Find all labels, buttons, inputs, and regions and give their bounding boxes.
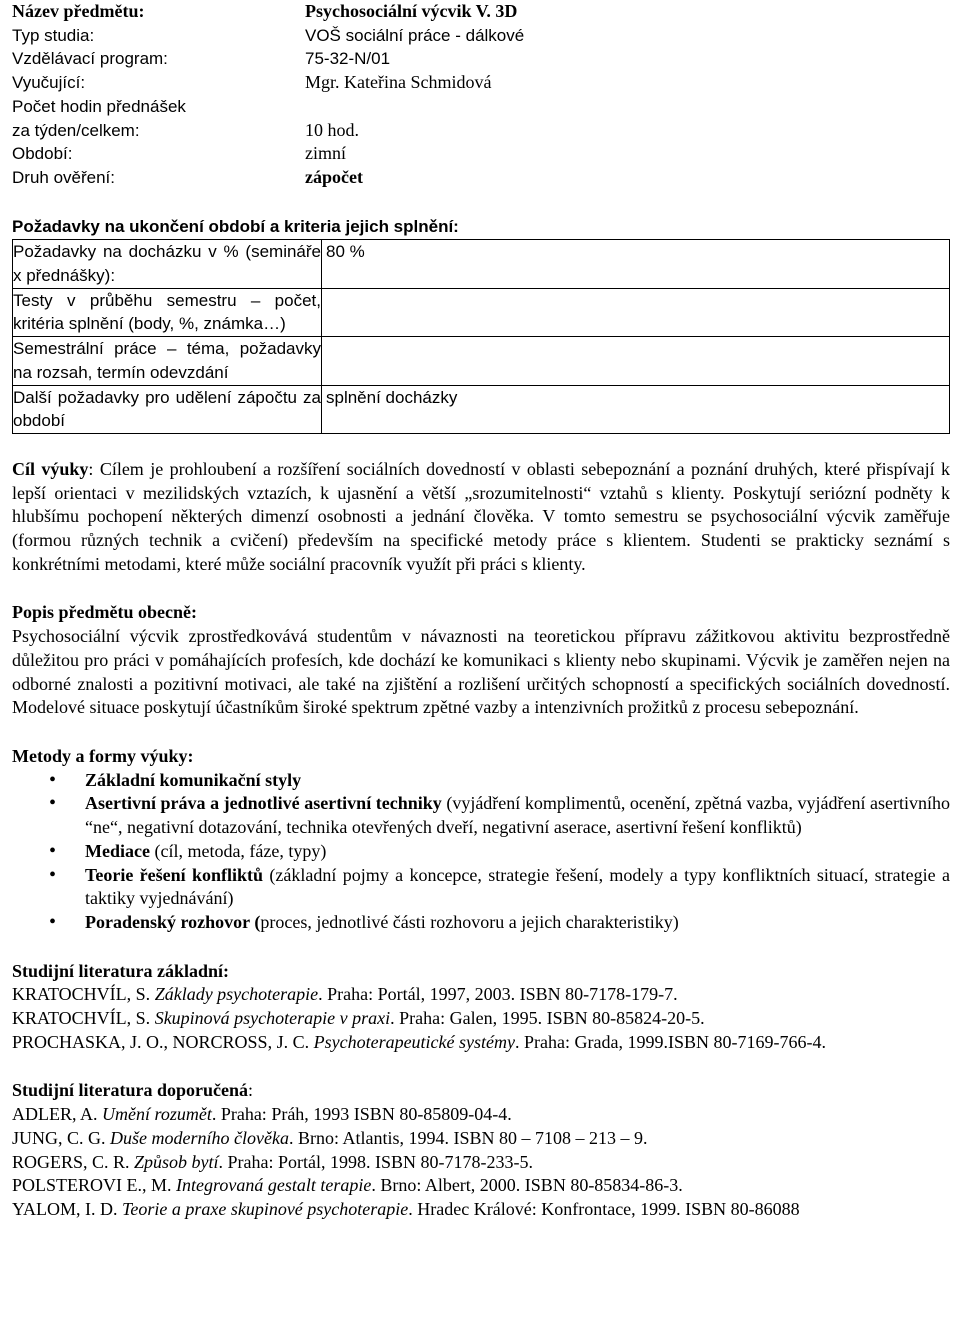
- table-row: [13, 288, 950, 336]
- list-item-bold: Mediace: [85, 840, 150, 861]
- spacer: [12, 434, 950, 458]
- header-label: Počet hodin přednášek: [12, 96, 186, 116]
- list-item-bold: Poradenský rozhovor (: [85, 911, 261, 932]
- methods-list: [12, 769, 950, 935]
- lit-publisher: . Praha: Grada, 1999.ISBN 80-7169-766-4.: [515, 1031, 826, 1052]
- table-cell-label: Požadavky na docházku v % (semináře x přednášky):: [13, 240, 322, 288]
- lit-title: Umění rozumět: [102, 1104, 212, 1125]
- lit-title: Základy psychoterapie: [154, 984, 319, 1005]
- table-cell-label: Další požadavky pro udělení zápočtu za období: [13, 385, 322, 433]
- list-item-bold: Základní komunikační styly: [85, 769, 302, 790]
- table-cell-label: Semestrální práce – téma, požadavky na rozsah, termín odevzdání: [13, 337, 322, 385]
- lit-title: Skupinová psychoterapie v praxi: [154, 1008, 391, 1029]
- lit-publisher: . Hradec Králové: Konfrontace, 1999. ISBN 80-86088: [408, 1198, 800, 1219]
- table-cell-value: 80 %: [322, 240, 950, 288]
- header-label: Druh ověření:: [12, 167, 115, 187]
- header-value: 10 hod.: [305, 119, 359, 140]
- colon: :: [248, 1080, 254, 1101]
- spacer: [12, 1054, 950, 1079]
- spacer: [12, 190, 950, 215]
- lit-extra-list: [12, 1103, 950, 1222]
- lit-author: YALOM, I. D.: [12, 1198, 122, 1219]
- lit-author: PROCHASKA, J. O., NORCROSS, J. C.: [12, 1031, 314, 1052]
- lit-author: JUNG, C. G.: [12, 1127, 111, 1148]
- lit-publisher: . Praha: Portál, 1998. ISBN 80-7178-233-5.: [218, 1151, 534, 1172]
- list-item: [85, 769, 950, 793]
- lit-extra-title: Studijní literatura doporučená: [12, 1080, 249, 1101]
- description-text: Psychosociální výcvik zprostředkovává studentům v návaznosti na teoretickou přípravu zážitkovou aktivitu bezprostředně důležitou pro práci v pomáhajících profesích, kde dochází ke komunikaci s klienty nebo skupinami. Výcvik je zaměřen nejen na odborné znalosti a pozitivní motivaci, ale také na zjištění a rozlišení určitých schopností a specifických sociálních dovedností. Modelové situace poskytují účastníkům široké spektrum zpětné vazby a intenzivních prožitků z procesu sebepoznání.: [12, 626, 950, 718]
- header-value: zápočet: [305, 166, 363, 187]
- table-row: [13, 240, 950, 288]
- list-item: [12, 1031, 950, 1055]
- document-page: [12, 0, 950, 1222]
- list-item: [85, 840, 950, 864]
- list-item: [12, 1198, 950, 1222]
- lit-author: KRATOCHVÍL, S.: [12, 984, 155, 1005]
- list-item-text: (vyjádření komplimentů, ocenění, zpětná vazba, vyjádření asertivního “ne“, negativní dotazování, technika otevřených dveří, negativní aserace, asertivní řešení konfliktů): [85, 793, 950, 838]
- spacer: [12, 576, 950, 601]
- list-item: [85, 911, 950, 935]
- lit-title: Teorie a praxe skupinové psychoterapie: [122, 1198, 409, 1219]
- header-value: zimní: [305, 143, 346, 164]
- header-value: Mgr. Kateřina Schmidová: [305, 72, 492, 93]
- table-cell-value: splnění docházky: [322, 385, 950, 433]
- header-label: Období:: [12, 144, 73, 164]
- list-item: [12, 1151, 950, 1175]
- list-item-bold: Asertivní práva a jednotlivé asertivní techniky: [85, 793, 442, 814]
- list-item: [12, 983, 950, 1007]
- table-row: [13, 385, 950, 433]
- lit-author: POLSTEROVI E., M.: [12, 1175, 177, 1196]
- lit-title: Způsob bytí: [134, 1151, 219, 1172]
- requirements-title: Požadavky na ukončení období a kriteria jejich splnění:: [12, 216, 459, 236]
- lit-title: Psychoterapeutické systémy: [313, 1031, 516, 1052]
- spacer: [12, 720, 950, 745]
- lit-publisher: . Praha: Portál, 1997, 2003. ISBN 80-7178-179-7.: [318, 984, 678, 1005]
- table-cell-label: Testy v průběhu semestru – počet, kritéria splnění (body, %, známka…): [13, 288, 322, 336]
- lit-publisher: . Brno: Albert, 2000. ISBN 80-85834-86-3.: [371, 1175, 683, 1196]
- lit-basic-title: Studijní literatura základní:: [12, 960, 230, 981]
- course-header: [12, 0, 950, 190]
- methods-title: Metody a formy výuky:: [12, 745, 194, 766]
- header-value: [305, 95, 950, 119]
- goal-title: Cíl výuky: [12, 458, 89, 479]
- lit-basic-list: [12, 983, 950, 1054]
- list-item: [12, 1127, 950, 1151]
- table-row: [13, 337, 950, 385]
- table-cell-value: [322, 337, 950, 385]
- header-value: Psychosociální výcvik V. 3D: [305, 1, 518, 21]
- list-item-text: (cíl, metoda, fáze, typy): [149, 840, 327, 861]
- description-title: Popis předmětu obecně:: [12, 602, 197, 623]
- header-label: Vzdělávací program:: [12, 49, 168, 69]
- lit-title: Integrovaná gestalt terapie: [176, 1175, 372, 1196]
- header-label: Vyučující:: [12, 73, 86, 93]
- spacer: [12, 935, 950, 960]
- list-item-text: (základní pojmy a koncepce, strategie řešení, modely a typy konfliktních situací, strategie a taktiky vyjednávání): [85, 864, 950, 909]
- list-item: [85, 792, 950, 839]
- list-item: [12, 1103, 950, 1127]
- table-cell-value: [322, 288, 950, 336]
- lit-title: Duše moderního člověka: [110, 1127, 289, 1148]
- lit-author: KRATOCHVÍL, S.: [12, 1008, 155, 1029]
- lit-extra-heading: [12, 1079, 950, 1103]
- list-item: [85, 864, 950, 911]
- header-label: Název předmětu:: [12, 1, 145, 21]
- requirements-table: [12, 239, 950, 434]
- lit-publisher: . Brno: Atlantis, 1994. ISBN 80 – 7108 – 213 – 9.: [288, 1127, 648, 1148]
- list-item: [12, 1174, 950, 1198]
- list-item: [12, 1007, 950, 1031]
- lit-publisher: . Praha: Práh, 1993 ISBN 80-85809-04-4.: [211, 1104, 512, 1125]
- header-value: VOŠ sociální práce - dálkové: [305, 25, 525, 45]
- header-label: Typ studia:: [12, 25, 95, 45]
- lit-author: ADLER, A.: [12, 1104, 102, 1125]
- lit-author: ROGERS, C. R.: [12, 1151, 135, 1172]
- header-value: 75-32-N/01: [305, 49, 391, 69]
- goal-paragraph: [12, 458, 950, 577]
- lit-publisher: . Praha: Galen, 1995. ISBN 80-85824-20-5.: [390, 1008, 705, 1029]
- list-item-text: proces, jednotlivé části rozhovoru a jejich charakteristiky): [260, 911, 679, 932]
- goal-text: : Cílem je prohloubení a rozšíření sociálních dovedností v oblasti sebepoznání a poznání druhých, které přispívají k lepší orientaci v mezilidských vztazích, k ujasnění a větší „srozumitelnosti“ vztahů s klienty. Poskytují seriózní podněty k hlubšímu pochopení některých dimenzí osobnosti a jednání člověka. V tomto semestru se psychosociální výcvik zaměřuje (formou různých technik a cvičení) především na specifické metody práce s klientem. Studenti se prakticky seznámí s konkrétními metodami, které může sociální pracovník využít při práci s klienty.: [12, 458, 950, 574]
- header-label: za týden/celkem:: [12, 120, 140, 140]
- list-item-bold: Teorie řešení konfliktů: [85, 864, 264, 885]
